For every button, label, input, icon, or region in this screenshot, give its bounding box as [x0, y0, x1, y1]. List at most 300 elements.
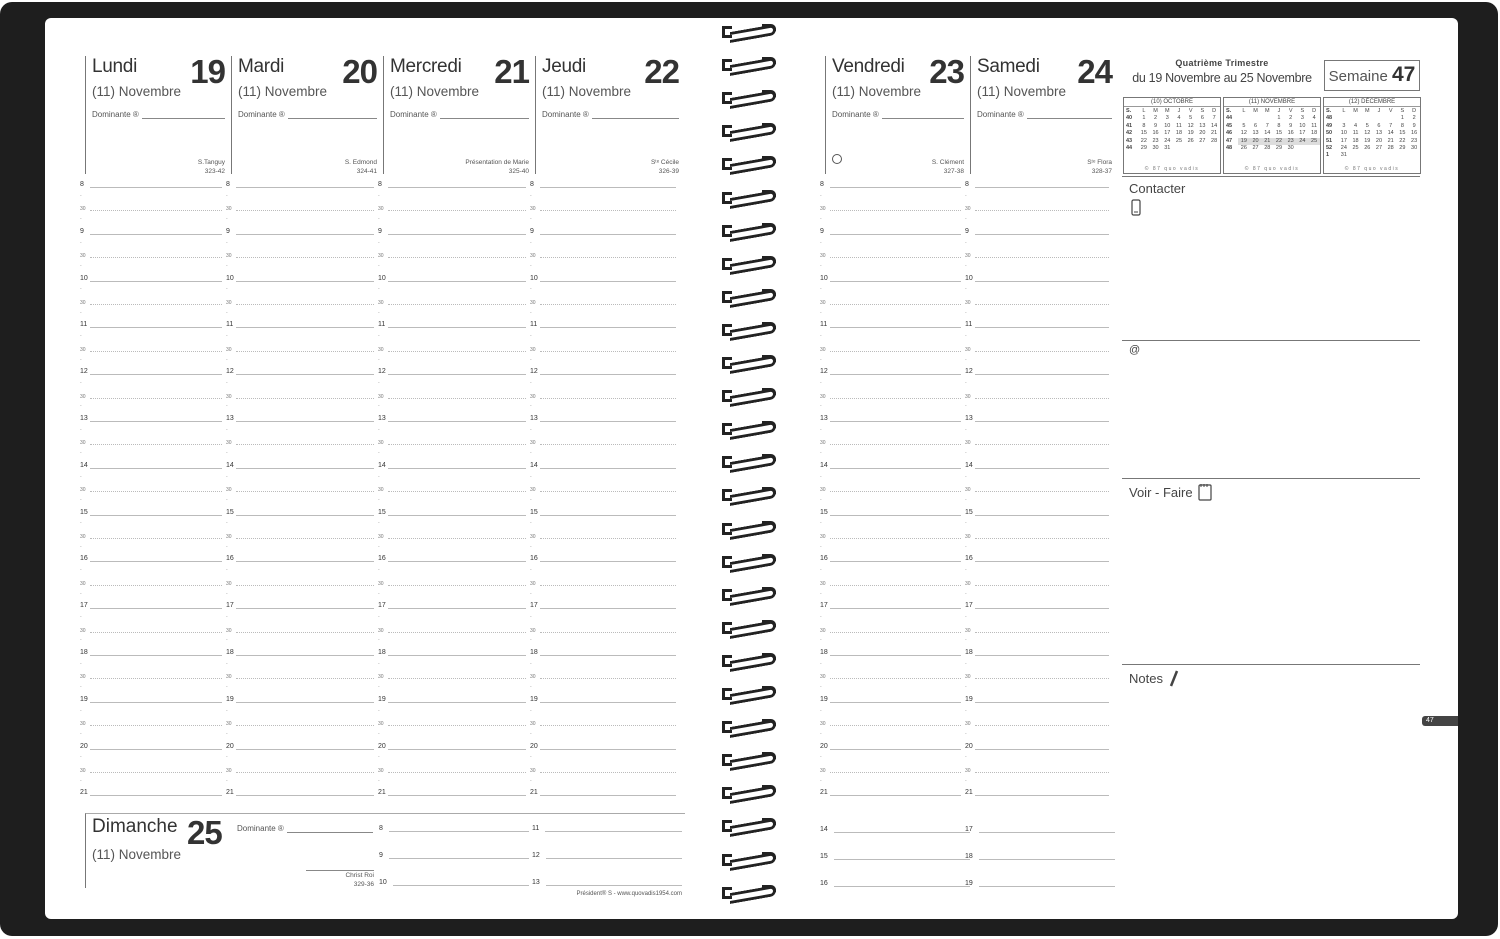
email-section[interactable]	[1122, 340, 1420, 478]
week-tab[interactable]: 47	[1422, 716, 1458, 726]
half-hour-row[interactable]: 30	[226, 722, 378, 745]
half-hour-row[interactable]: 30	[80, 395, 226, 418]
mini-calendar: (10) OCTOBRE S. L M M J V S D 40 1 2 3 4 5 6 7 41 8 9 10 11 12 13 14 42 15 16 17 18 19 20 21 43 22 23 24 25 26 27 28 44 29 30 31 © 87 quo vadis	[1123, 97, 1221, 174]
half-hour-row[interactable]: 30	[820, 348, 965, 371]
quarter-mark: -	[80, 707, 82, 714]
hour-row[interactable]: 14	[80, 465, 226, 488]
half-hour-row[interactable]: 30	[965, 722, 1113, 745]
quarter-mark: -	[965, 403, 967, 410]
half-hour-row[interactable]: 30	[965, 207, 1113, 230]
hour-row[interactable]: 19	[965, 699, 1113, 722]
hour-row[interactable]: 17	[530, 605, 680, 628]
half-hour-row[interactable]: 30	[226, 301, 378, 324]
half-hour-row[interactable]: 30	[378, 395, 530, 418]
saint-name: Sᵗᵉ Flora 328-37	[1087, 159, 1112, 175]
hour-row[interactable]: 9	[80, 231, 226, 254]
hour-row[interactable]: 9	[965, 231, 1113, 254]
todo-label: Voir - Faire	[1129, 485, 1193, 500]
half-hour-row[interactable]: 30	[80, 441, 226, 464]
quarter-mark: -	[965, 707, 967, 714]
spiral-ring	[718, 883, 782, 901]
quarter-mark: -	[378, 309, 380, 316]
hour-row[interactable]: 20	[378, 746, 530, 769]
spiral-ring	[718, 188, 782, 206]
half-hour-row[interactable]: 30	[80, 488, 226, 511]
quarter-mark: -	[530, 216, 532, 223]
quarter-mark: -	[530, 754, 532, 761]
half-hour-row[interactable]: 30	[820, 395, 965, 418]
half-hour-row[interactable]: 30	[965, 629, 1113, 652]
hour-row[interactable]: 10	[379, 876, 529, 886]
half-hour-row[interactable]: 30	[530, 395, 680, 418]
hour-row[interactable]: 13	[965, 418, 1113, 441]
quarter-mark: -	[378, 590, 380, 597]
half-hour-row[interactable]: 30	[820, 441, 965, 464]
day-month: (11) Novembre	[542, 84, 632, 99]
hour-row[interactable]: 20	[820, 746, 965, 769]
hour-row[interactable]: 8	[80, 184, 226, 207]
quarter-mark: -	[80, 286, 82, 293]
half-hour-row[interactable]: 30	[820, 675, 965, 698]
hour-grid[interactable]	[965, 181, 1113, 810]
hour-row[interactable]: 11	[532, 822, 682, 832]
half-hour-row[interactable]: 30	[226, 441, 378, 464]
half-hour-row[interactable]: 30	[820, 629, 965, 652]
quarter-mark: -	[80, 216, 82, 223]
quarter-mark: -	[226, 262, 228, 269]
quarter-mark: -	[820, 637, 822, 644]
hour-row[interactable]: 8	[226, 184, 378, 207]
contact-label: Contacter	[1129, 181, 1186, 196]
hour-row[interactable]: 18	[378, 652, 530, 675]
saint-name: S. Clément 327-38	[931, 159, 964, 175]
quarter-mark: -	[530, 262, 532, 269]
hour-grid[interactable]	[820, 181, 965, 810]
hour-row[interactable]: 9	[530, 231, 680, 254]
half-hour-row[interactable]: 30	[820, 488, 965, 511]
quarter-mark: -	[80, 660, 82, 667]
day-number: 20	[342, 53, 377, 90]
half-hour-row[interactable]: 30	[378, 769, 530, 792]
half-hour-row[interactable]: 30	[80, 675, 226, 698]
hour-row[interactable]: 21	[965, 792, 1113, 815]
hour-row[interactable]: 8	[965, 184, 1113, 207]
hour-row[interactable]: 17	[80, 605, 226, 628]
half-hour-row[interactable]: 30	[965, 441, 1113, 464]
quarter-mark: -	[80, 496, 82, 503]
hour-row[interactable]: 13	[378, 418, 530, 441]
half-hour-row[interactable]: 30	[80, 582, 226, 605]
hour-row[interactable]: 19	[226, 699, 378, 722]
quarter-mark: -	[820, 684, 822, 691]
half-hour-row[interactable]: 30	[530, 488, 680, 511]
hour-row[interactable]: 9	[226, 231, 378, 254]
quarter-mark: -	[965, 216, 967, 223]
half-hour-row[interactable]: 30	[80, 301, 226, 324]
hour-row[interactable]: 13	[80, 418, 226, 441]
quarter-mark: -	[820, 473, 822, 480]
spiral-binding	[718, 22, 788, 922]
quarter-mark: -	[378, 637, 380, 644]
spiral-ring	[718, 585, 782, 603]
hour-row[interactable]: 14	[378, 465, 530, 488]
hour-row[interactable]: 11	[965, 324, 1113, 347]
quarter-mark: -	[820, 590, 822, 597]
hour-row[interactable]: 16	[378, 558, 530, 581]
hour-row[interactable]: 13	[532, 876, 682, 886]
quarter-mark: -	[965, 379, 967, 386]
hour-row[interactable]: 15	[820, 512, 965, 535]
hour-row[interactable]: 20	[226, 746, 378, 769]
hour-row[interactable]: 14	[226, 465, 378, 488]
quarter-mark: -	[226, 286, 228, 293]
half-hour-row[interactable]: 30	[820, 769, 965, 792]
hour-row[interactable]: 18	[820, 652, 965, 675]
hour-row[interactable]: 15	[530, 512, 680, 535]
half-hour-row[interactable]: 30	[226, 629, 378, 652]
hour-row[interactable]: 12	[965, 371, 1113, 394]
dominante-field[interactable]: Dominante ®	[92, 110, 225, 119]
todo-section[interactable]	[1122, 478, 1420, 664]
quarter-mark: -	[530, 333, 532, 340]
half-hour-row[interactable]: 30	[80, 254, 226, 277]
hour-row[interactable]: 9	[379, 849, 529, 859]
spiral-ring	[718, 519, 782, 537]
hour-row[interactable]: 16	[80, 558, 226, 581]
hour-row[interactable]: 20	[80, 746, 226, 769]
half-hour-row[interactable]: 30	[530, 722, 680, 745]
quarter-mark: -	[820, 450, 822, 457]
hour-row[interactable]: 21	[378, 792, 530, 815]
half-hour-row[interactable]: 30	[965, 488, 1113, 511]
half-hour-row[interactable]: 30	[226, 675, 378, 698]
half-hour-row[interactable]: 30	[530, 301, 680, 324]
spiral-ring	[718, 55, 782, 73]
half-hour-row[interactable]: 30	[820, 535, 965, 558]
quarter-mark: -	[820, 403, 822, 410]
half-hour-row[interactable]: 30	[226, 348, 378, 371]
quarter-mark: -	[530, 520, 532, 527]
half-hour-row[interactable]: 30	[226, 769, 378, 792]
hour-row[interactable]: 16	[820, 558, 965, 581]
quarter-mark: -	[378, 333, 380, 340]
notepad-icon	[1198, 483, 1212, 501]
hour-row[interactable]: 19	[530, 699, 680, 722]
half-hour-row[interactable]: 30	[965, 395, 1113, 418]
half-hour-row[interactable]: 30	[530, 348, 680, 371]
hour-row[interactable]: 10	[226, 278, 378, 301]
quarter-mark: -	[530, 496, 532, 503]
quarter-mark: -	[226, 590, 228, 597]
half-hour-row[interactable]: 30	[530, 769, 680, 792]
hour-row[interactable]: 12	[530, 371, 680, 394]
hour-row[interactable]: 10	[965, 278, 1113, 301]
hour-row[interactable]: 11	[820, 324, 965, 347]
hour-row[interactable]: 21	[530, 792, 680, 815]
day-name: Dimanche	[92, 816, 178, 837]
hour-row[interactable]: 12	[226, 371, 378, 394]
hour-row[interactable]: 15	[820, 850, 970, 860]
half-hour-row[interactable]: 30	[226, 207, 378, 230]
quarter-mark: -	[226, 637, 228, 644]
half-hour-row[interactable]: 30	[530, 207, 680, 230]
quarter-mark: -	[80, 426, 82, 433]
hour-row[interactable]: 9	[820, 231, 965, 254]
hour-row[interactable]: 10	[378, 278, 530, 301]
dominante-field[interactable]: Dominante ®	[390, 110, 529, 119]
half-hour-row[interactable]: 30	[226, 488, 378, 511]
half-hour-row[interactable]: 30	[378, 207, 530, 230]
quarter-mark: -	[226, 730, 228, 737]
hour-grid[interactable]	[80, 181, 226, 810]
quarter-mark: -	[226, 216, 228, 223]
quarter-mark: -	[820, 660, 822, 667]
half-hour-row[interactable]: 30	[820, 301, 965, 324]
half-hour-row[interactable]: 30	[530, 582, 680, 605]
hour-row[interactable]: 8	[378, 184, 530, 207]
half-hour-row[interactable]: 30	[378, 348, 530, 371]
spiral-ring	[718, 154, 782, 172]
half-hour-row[interactable]: 30	[530, 254, 680, 277]
hour-row[interactable]: 21	[820, 792, 965, 815]
hour-row[interactable]: 18	[965, 652, 1113, 675]
dominante-field[interactable]: Dominante ®	[542, 110, 679, 119]
quarter-mark: -	[378, 239, 380, 246]
hour-row[interactable]: 21	[226, 792, 378, 815]
hour-row[interactable]: 14	[820, 465, 965, 488]
half-hour-row[interactable]: 30	[378, 675, 530, 698]
hour-row[interactable]: 13	[820, 418, 965, 441]
quarter-mark: -	[530, 309, 532, 316]
half-hour-row[interactable]: 30	[820, 207, 965, 230]
half-hour-row[interactable]: 30	[226, 535, 378, 558]
half-hour-row[interactable]: 30	[80, 207, 226, 230]
half-hour-row[interactable]: 30	[226, 254, 378, 277]
half-hour-row[interactable]: 30	[378, 254, 530, 277]
hour-row[interactable]: 18	[80, 652, 226, 675]
half-hour-row[interactable]: 30	[820, 582, 965, 605]
hour-row[interactable]: 17	[226, 605, 378, 628]
hour-row[interactable]: 17	[965, 823, 1115, 833]
hour-row[interactable]: 11	[226, 324, 378, 347]
hour-row[interactable]: 18	[530, 652, 680, 675]
hour-row[interactable]: 11	[80, 324, 226, 347]
quarter-mark: -	[530, 707, 532, 714]
hour-row[interactable]: 12	[820, 371, 965, 394]
mini-calendar: (12) DÉCEMBRE S. L M M J V S D 48 1 2 49 3 4 5 6 7 8 9 50 10 11 12 13 14 15 16 51 17 18 19 20 21 22 23 52 24 25 26 27 28 29 30 1 31 © 87 quo vadis	[1323, 97, 1421, 174]
quarter-mark: -	[530, 590, 532, 597]
hour-row[interactable]: 9	[378, 231, 530, 254]
quarter-mark: -	[226, 707, 228, 714]
quarter-mark: -	[226, 192, 228, 199]
half-hour-row[interactable]: 30	[80, 722, 226, 745]
quarter-mark: -	[80, 543, 82, 550]
quarter-mark: -	[965, 730, 967, 737]
saint-name: Sᵗᵉ Cécile 326-39	[650, 159, 679, 175]
hour-row[interactable]: 16	[965, 558, 1113, 581]
hour-row[interactable]: 10	[80, 278, 226, 301]
hour-row[interactable]: 10	[820, 278, 965, 301]
quarter-mark: -	[820, 379, 822, 386]
quarter-mark: -	[820, 333, 822, 340]
quarter-mark: -	[378, 520, 380, 527]
hour-grid[interactable]	[530, 181, 680, 810]
quarter-mark: -	[530, 473, 532, 480]
spiral-ring	[718, 320, 782, 338]
spiral-ring	[718, 717, 782, 735]
dominante-field[interactable]: Dominante ®	[237, 824, 373, 833]
hour-row[interactable]: 13	[530, 418, 680, 441]
hour-row[interactable]: 12	[378, 371, 530, 394]
half-hour-row[interactable]: 30	[226, 395, 378, 418]
quarter-mark: -	[530, 426, 532, 433]
half-hour-row[interactable]: 30	[965, 769, 1113, 792]
half-hour-row[interactable]: 30	[965, 301, 1113, 324]
hour-grid[interactable]	[378, 181, 530, 810]
hour-row[interactable]: 12	[80, 371, 226, 394]
hour-row[interactable]: 15	[965, 512, 1113, 535]
half-hour-row[interactable]: 30	[530, 629, 680, 652]
half-hour-row[interactable]: 30	[80, 348, 226, 371]
hour-row[interactable]: 16	[820, 877, 970, 887]
hour-row[interactable]: 19	[378, 699, 530, 722]
quarter-mark: -	[80, 450, 82, 457]
half-hour-row[interactable]: 30	[965, 535, 1113, 558]
hour-row[interactable]: 16	[530, 558, 680, 581]
quarter-mark: -	[820, 239, 822, 246]
spiral-ring	[718, 353, 782, 371]
hour-row[interactable]: 14	[530, 465, 680, 488]
spiral-ring	[718, 618, 782, 636]
sunday-block	[85, 813, 685, 888]
half-hour-row[interactable]: 30	[378, 722, 530, 745]
half-hour-row[interactable]: 30	[965, 582, 1113, 605]
saint-name: Christ Roi 329-36	[306, 870, 374, 889]
half-hour-row[interactable]: 30	[530, 441, 680, 464]
hour-row[interactable]: 13	[226, 418, 378, 441]
hour-row[interactable]: 11	[378, 324, 530, 347]
hour-row[interactable]: 19	[820, 699, 965, 722]
spiral-ring	[718, 88, 782, 106]
quarter-mark: -	[226, 496, 228, 503]
hour-row[interactable]: 8	[820, 184, 965, 207]
day-header	[383, 53, 535, 175]
half-hour-row[interactable]: 30	[226, 582, 378, 605]
hour-row[interactable]: 14	[820, 823, 970, 833]
hour-row[interactable]: 19	[965, 877, 1115, 887]
quarter-mark: -	[530, 379, 532, 386]
quarter-mark: -	[226, 403, 228, 410]
quarter-mark: -	[965, 567, 967, 574]
hour-row[interactable]: 16	[226, 558, 378, 581]
half-hour-row[interactable]: 30	[530, 675, 680, 698]
hour-row[interactable]: 21	[80, 792, 226, 815]
day-header	[970, 53, 1118, 175]
half-hour-row[interactable]: 30	[378, 488, 530, 511]
half-hour-row[interactable]: 30	[80, 769, 226, 792]
hour-row[interactable]: 11	[530, 324, 680, 347]
half-hour-row[interactable]: 30	[820, 254, 965, 277]
quarter-mark: -	[226, 450, 228, 457]
hour-row[interactable]: 15	[378, 512, 530, 535]
dominante-field[interactable]: Dominante ®	[238, 110, 377, 119]
quarter-mark: -	[80, 192, 82, 199]
quarter-mark: -	[965, 684, 967, 691]
quarter-mark: -	[820, 356, 822, 363]
notes-section[interactable]	[1122, 664, 1420, 894]
notes-label: Notes	[1129, 671, 1163, 686]
quarter-mark: -	[820, 426, 822, 433]
quarter-mark: -	[80, 379, 82, 386]
half-hour-row[interactable]: 30	[80, 629, 226, 652]
hour-grid[interactable]	[226, 181, 378, 810]
dominante-field[interactable]: Dominante ®	[832, 110, 964, 119]
dominante-field[interactable]: Dominante ®	[977, 110, 1112, 119]
hour-row[interactable]: 15	[80, 512, 226, 535]
half-hour-row[interactable]: 30	[965, 254, 1113, 277]
quarter-mark: -	[80, 473, 82, 480]
hour-row[interactable]: 8	[530, 184, 680, 207]
quarter-mark: -	[378, 286, 380, 293]
quarter-mark: -	[530, 192, 532, 199]
hour-row[interactable]: 20	[530, 746, 680, 769]
quarter-mark: -	[378, 730, 380, 737]
hour-row[interactable]: 12	[532, 849, 682, 859]
hour-row[interactable]: 17	[820, 605, 965, 628]
half-hour-row[interactable]: 30	[820, 722, 965, 745]
saint-name: S. Edmond 324-41	[344, 159, 377, 175]
hour-row[interactable]: 14	[965, 465, 1113, 488]
quarter-mark: -	[378, 567, 380, 574]
hour-row[interactable]: 18	[965, 850, 1115, 860]
hour-row[interactable]: 20	[965, 746, 1113, 769]
half-hour-row[interactable]: 30	[965, 348, 1113, 371]
half-hour-row[interactable]: 30	[378, 301, 530, 324]
quarter-mark: -	[378, 356, 380, 363]
half-hour-row[interactable]: 30	[80, 535, 226, 558]
quarter-mark: -	[965, 309, 967, 316]
day-name: Samedi	[977, 56, 1040, 77]
half-hour-row[interactable]: 30	[378, 535, 530, 558]
contact-section[interactable]	[1122, 176, 1420, 340]
hour-row[interactable]: 18	[226, 652, 378, 675]
hour-row[interactable]: 19	[80, 699, 226, 722]
hour-row[interactable]: 17	[378, 605, 530, 628]
hour-row[interactable]: 8	[379, 822, 529, 832]
half-hour-row[interactable]: 30	[378, 629, 530, 652]
quarter-mark: -	[80, 239, 82, 246]
quarter-mark: -	[226, 543, 228, 550]
spiral-ring	[718, 386, 782, 404]
quarter-mark: -	[226, 660, 228, 667]
day-month: (11) Novembre	[977, 84, 1067, 99]
half-hour-row[interactable]: 30	[378, 582, 530, 605]
quarter-mark: -	[80, 262, 82, 269]
spiral-ring	[718, 452, 782, 470]
hour-row[interactable]: 10	[530, 278, 680, 301]
spiral-ring	[718, 221, 782, 239]
quarter-mark: -	[965, 262, 967, 269]
half-hour-row[interactable]: 30	[530, 535, 680, 558]
hour-row[interactable]: 17	[965, 605, 1113, 628]
half-hour-row[interactable]: 30	[378, 441, 530, 464]
day-number: 24	[1077, 53, 1112, 90]
week-badge: Semaine 47	[1324, 60, 1420, 91]
spiral-ring	[718, 750, 782, 768]
quarter-mark: -	[226, 356, 228, 363]
half-hour-row[interactable]: 30	[965, 675, 1113, 698]
hour-row[interactable]: 15	[226, 512, 378, 535]
